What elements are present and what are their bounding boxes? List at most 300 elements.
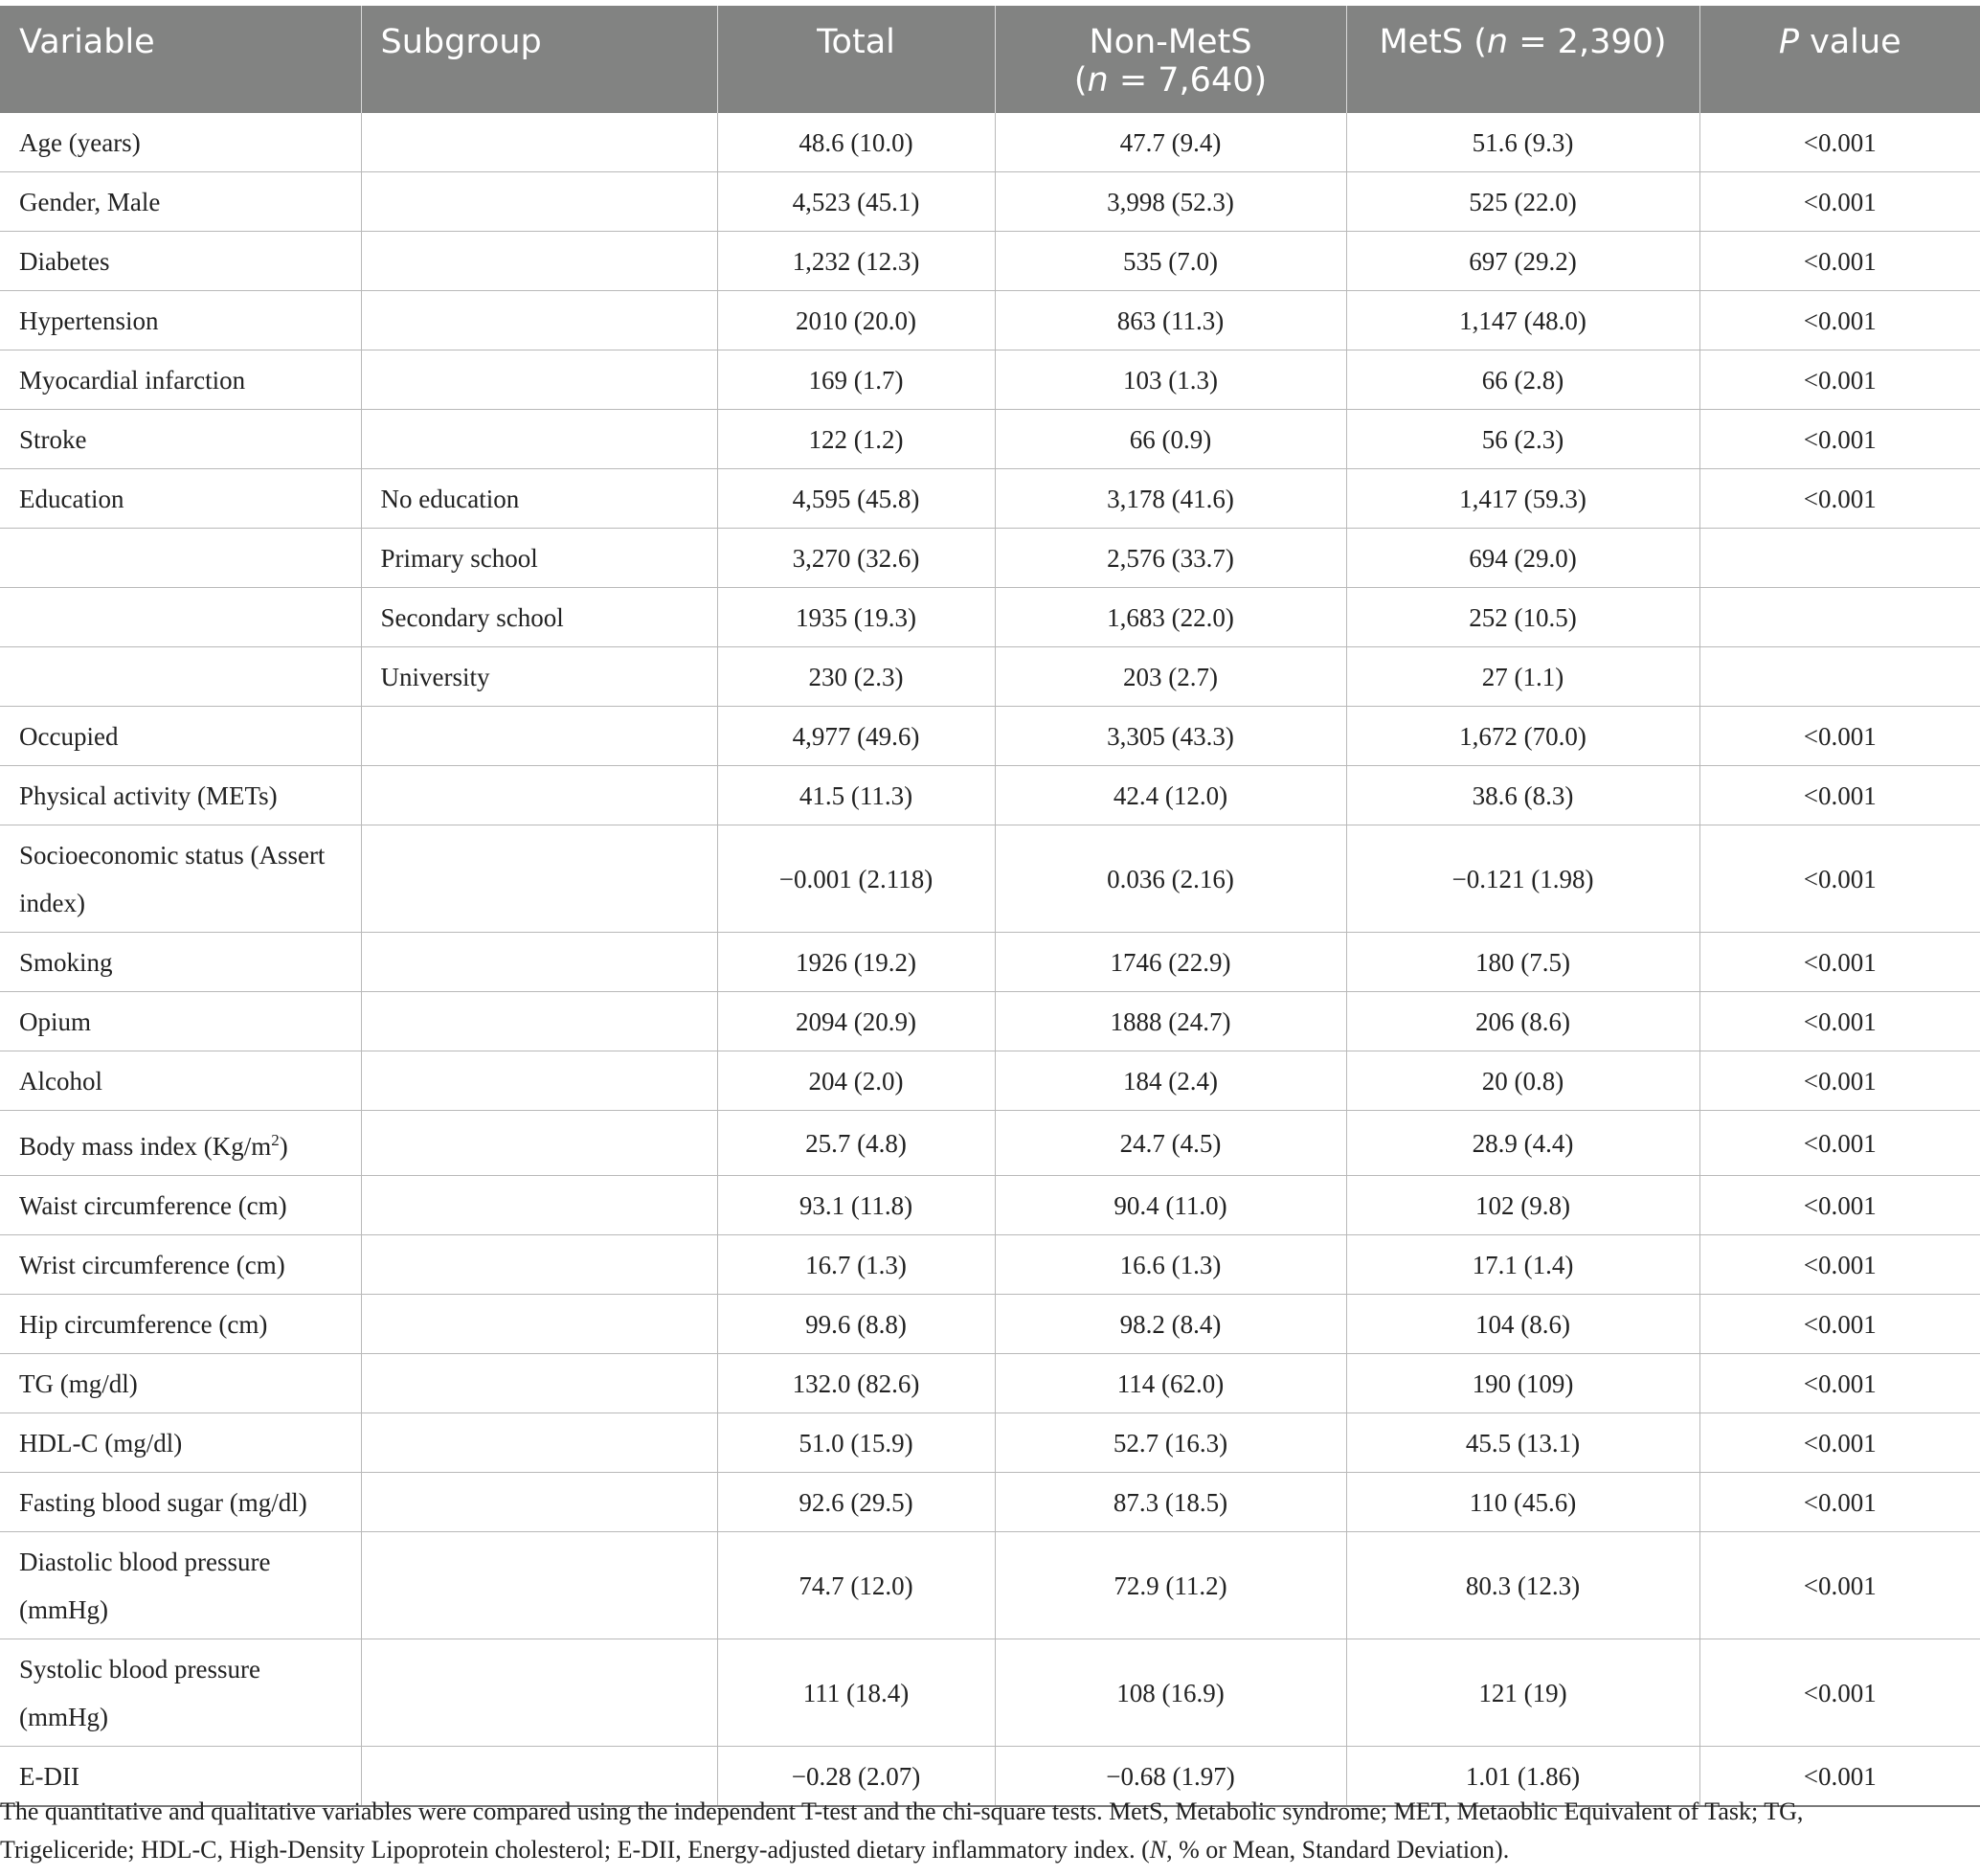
cell-total-text: 169 (1.7) <box>808 366 904 395</box>
cell-nonmets-text: 203 (2.7) <box>1123 663 1218 691</box>
table-row <box>0 647 1980 707</box>
cell-mets-text: 694 (29.0) <box>1469 544 1577 573</box>
cell-nonmets <box>995 707 1346 766</box>
cell-nonmets <box>995 933 1346 992</box>
table-row <box>0 933 1980 992</box>
cell-subgroup <box>361 1532 717 1639</box>
cell-subgroup <box>361 1295 717 1354</box>
cell-mets-text: 56 (2.3) <box>1481 425 1564 454</box>
cell-total <box>717 410 995 469</box>
cell-total <box>717 1413 995 1473</box>
header-mets-n-italic: n <box>1486 23 1509 61</box>
cell-nonmets-text: 42.4 (12.0) <box>1113 781 1228 810</box>
cell-nonmets-text: 2,576 (33.7) <box>1107 544 1234 573</box>
cell-variable <box>0 825 361 933</box>
cell-nonmets <box>995 350 1346 410</box>
table-row <box>0 1051 1980 1111</box>
cell-variable <box>0 232 361 291</box>
cell-nonmets-text: 90.4 (11.0) <box>1114 1191 1227 1220</box>
cell-variable-text: Systolic blood pressure (mmHg) <box>19 1655 260 1731</box>
cell-p-value <box>1699 1176 1980 1235</box>
cell-mets <box>1346 707 1699 766</box>
cell-p-value <box>1699 469 1980 529</box>
cell-nonmets <box>995 1413 1346 1473</box>
cell-p-value <box>1699 1639 1980 1747</box>
cell-nonmets <box>995 1532 1346 1639</box>
cell-total <box>717 291 995 350</box>
cell-mets-text: 51.6 (9.3) <box>1472 128 1574 157</box>
cell-p-value <box>1699 707 1980 766</box>
cell-p-value <box>1699 766 1980 825</box>
cell-p-value <box>1699 350 1980 410</box>
cell-variable-text: Age (years) <box>19 128 141 157</box>
cell-total <box>717 825 995 933</box>
cell-subgroup <box>361 647 717 707</box>
table-header <box>0 6 1980 113</box>
cell-total-text: −0.28 (2.07) <box>791 1762 921 1791</box>
cell-mets-text: 252 (10.5) <box>1469 603 1577 632</box>
cell-variable-text: Wrist circumference (cm) <box>19 1251 285 1279</box>
cell-mets <box>1346 1235 1699 1295</box>
cell-subgroup <box>361 1235 717 1295</box>
cell-subgroup <box>361 1413 717 1473</box>
cell-mets-text: 1,672 (70.0) <box>1459 722 1586 751</box>
table-row <box>0 113 1980 172</box>
footnote-text: The quantitative and qualitative variables were compared using the independent T-test and the chi-square tests. MetS, Metabolic syndrome; MET, Metaoblic Equivalent of Task; TG, Trigeliceride; HDL-C, High-Density Lipoprotein cholesterol; E-DII, Energy-adjusted dietary inflammatory index. ( <box>0 1797 1804 1864</box>
cell-mets <box>1346 1051 1699 1111</box>
header-nonmets-n-value: = 7,640) <box>1108 61 1268 100</box>
cell-mets <box>1346 350 1699 410</box>
table-row <box>0 1639 1980 1747</box>
cell-subgroup-text: Secondary school <box>380 603 564 632</box>
cell-total-text: 230 (2.3) <box>808 663 904 691</box>
cell-mets <box>1346 291 1699 350</box>
cell-total <box>717 1532 995 1639</box>
cell-nonmets <box>995 469 1346 529</box>
cell-total <box>717 707 995 766</box>
cell-subgroup-text: Primary school <box>380 544 538 573</box>
cell-variable <box>0 1111 361 1176</box>
table-row <box>0 291 1980 350</box>
cell-nonmets-text: 66 (0.9) <box>1129 425 1212 454</box>
cell-total-text: 4,977 (49.6) <box>792 722 920 751</box>
cell-mets-text: 1,417 (59.3) <box>1459 485 1586 513</box>
cell-total-text: 2094 (20.9) <box>796 1007 916 1036</box>
cell-variable <box>0 707 361 766</box>
cell-subgroup <box>361 1111 717 1176</box>
cell-variable <box>0 469 361 529</box>
cell-nonmets <box>995 1176 1346 1235</box>
cell-mets-text: 697 (29.2) <box>1469 247 1577 276</box>
cell-p-value-text: <0.001 <box>1803 306 1877 335</box>
cell-p-value-text: <0.001 <box>1803 1762 1877 1791</box>
cell-subgroup <box>361 469 717 529</box>
cell-p-value-text: <0.001 <box>1803 1067 1877 1096</box>
cell-variable <box>0 1473 361 1532</box>
cell-subgroup <box>361 992 717 1051</box>
cell-mets <box>1346 933 1699 992</box>
table-row <box>0 1413 1980 1473</box>
cell-subgroup <box>361 825 717 933</box>
cell-nonmets-text: 72.9 (11.2) <box>1114 1571 1227 1600</box>
cell-total-text: 4,595 (45.8) <box>792 485 920 513</box>
cell-total-text: 16.7 (1.3) <box>805 1251 907 1279</box>
cell-subgroup <box>361 410 717 469</box>
cell-p-value <box>1699 291 1980 350</box>
cell-p-value-text: <0.001 <box>1803 1191 1877 1220</box>
cell-subgroup-text: University <box>380 663 490 691</box>
header-mets <box>1346 6 1699 113</box>
cell-p-value-text: <0.001 <box>1803 1251 1877 1279</box>
header-mets-n-value: = 2,390) <box>1508 23 1667 61</box>
cell-total <box>717 1639 995 1747</box>
cell-p-value <box>1699 1354 1980 1413</box>
cell-nonmets-text: 52.7 (16.3) <box>1113 1429 1228 1458</box>
cell-subgroup <box>361 1639 717 1747</box>
cell-nonmets <box>995 232 1346 291</box>
table-row <box>0 825 1980 933</box>
cell-mets <box>1346 1413 1699 1473</box>
cell-p-value <box>1699 825 1980 933</box>
cell-variable <box>0 1532 361 1639</box>
cell-p-value <box>1699 1235 1980 1295</box>
cell-total-text: 25.7 (4.8) <box>805 1129 907 1158</box>
cell-total-text: 122 (1.2) <box>808 425 904 454</box>
cell-p-value-text: <0.001 <box>1803 1679 1877 1707</box>
cell-mets <box>1346 588 1699 647</box>
cell-subgroup <box>361 707 717 766</box>
cell-mets <box>1346 1176 1699 1235</box>
cell-variable <box>0 1413 361 1473</box>
cell-subgroup <box>361 766 717 825</box>
cell-nonmets <box>995 113 1346 172</box>
cell-total <box>717 1111 995 1176</box>
cell-subgroup <box>361 113 717 172</box>
cell-variable-text: Smoking <box>19 948 113 977</box>
cell-total-text: 132.0 (82.6) <box>792 1369 920 1398</box>
cell-p-value <box>1699 588 1980 647</box>
table-row <box>0 469 1980 529</box>
cell-variable-text: Myocardial infarction <box>19 366 246 395</box>
baseline-characteristics-table <box>0 6 1980 1807</box>
header-nonmets <box>995 6 1346 113</box>
cell-p-value <box>1699 992 1980 1051</box>
cell-variable-text: Hip circumference (cm) <box>19 1310 268 1339</box>
cell-nonmets <box>995 172 1346 232</box>
cell-variable <box>0 113 361 172</box>
header-p-value <box>1699 6 1980 113</box>
table-row <box>0 1473 1980 1532</box>
cell-nonmets <box>995 1051 1346 1111</box>
header-nonmets-label: Non-MetS <box>1089 23 1252 61</box>
table-row <box>0 172 1980 232</box>
cell-total-text: 2010 (20.0) <box>796 306 916 335</box>
cell-subgroup <box>361 1176 717 1235</box>
cell-mets-text: 80.3 (12.3) <box>1465 1571 1581 1600</box>
cell-mets <box>1346 410 1699 469</box>
cell-subgroup <box>361 933 717 992</box>
cell-total-text: 48.6 (10.0) <box>799 128 913 157</box>
cell-nonmets-text: 535 (7.0) <box>1123 247 1218 276</box>
cell-mets-text: 525 (22.0) <box>1469 188 1577 216</box>
cell-mets-text: 102 (9.8) <box>1475 1191 1570 1220</box>
cell-mets <box>1346 1473 1699 1532</box>
cell-variable <box>0 766 361 825</box>
cell-p-value <box>1699 1413 1980 1473</box>
cell-mets-text: 38.6 (8.3) <box>1472 781 1574 810</box>
cell-nonmets-text: −0.68 (1.97) <box>1106 1762 1235 1791</box>
cell-mets-text: −0.121 (1.98) <box>1451 865 1594 893</box>
table-row <box>0 1532 1980 1639</box>
cell-nonmets <box>995 1354 1346 1413</box>
cell-nonmets-text: 114 (62.0) <box>1116 1369 1225 1398</box>
cell-nonmets-text: 1888 (24.7) <box>1110 1007 1231 1036</box>
cell-mets-text: 180 (7.5) <box>1475 948 1570 977</box>
table-row <box>0 1295 1980 1354</box>
cell-variable <box>0 1639 361 1747</box>
cell-nonmets-text: 87.3 (18.5) <box>1113 1488 1228 1517</box>
cell-nonmets <box>995 1111 1346 1176</box>
cell-mets <box>1346 1532 1699 1639</box>
table-row <box>0 410 1980 469</box>
cell-variable <box>0 1235 361 1295</box>
cell-subgroup <box>361 1051 717 1111</box>
cell-nonmets <box>995 1639 1346 1747</box>
cell-variable <box>0 1354 361 1413</box>
cell-mets <box>1346 647 1699 707</box>
cell-mets <box>1346 1295 1699 1354</box>
cell-p-value <box>1699 172 1980 232</box>
cell-p-value-text: <0.001 <box>1803 366 1877 395</box>
cell-mets-text: 110 (45.6) <box>1469 1488 1577 1517</box>
cell-nonmets <box>995 588 1346 647</box>
header-total: Total <box>717 6 995 113</box>
cell-total <box>717 1473 995 1532</box>
cell-p-value-text: <0.001 <box>1803 865 1877 893</box>
table-row <box>0 1235 1980 1295</box>
cell-nonmets-text: 108 (16.9) <box>1116 1679 1225 1707</box>
table-container <box>0 6 1980 1807</box>
cell-nonmets-text: 1746 (22.9) <box>1110 948 1231 977</box>
cell-p-value-text: <0.001 <box>1803 247 1877 276</box>
cell-nonmets <box>995 992 1346 1051</box>
cell-total-text: 204 (2.0) <box>808 1067 904 1096</box>
cell-variable <box>0 172 361 232</box>
cell-p-value-text: <0.001 <box>1803 1310 1877 1339</box>
cell-p-value-text: <0.001 <box>1803 1571 1877 1600</box>
cell-total <box>717 232 995 291</box>
cell-mets-text: 17.1 (1.4) <box>1472 1251 1574 1279</box>
cell-total <box>717 647 995 707</box>
cell-variable-text: Waist circumference (cm) <box>19 1191 287 1220</box>
cell-variable-text: E-DII <box>19 1762 79 1791</box>
cell-nonmets <box>995 647 1346 707</box>
cell-variable <box>0 588 361 647</box>
cell-mets <box>1346 1111 1699 1176</box>
cell-p-value <box>1699 647 1980 707</box>
cell-variable-text: Gender, Male <box>19 188 161 216</box>
cell-p-value-text: <0.001 <box>1803 1488 1877 1517</box>
cell-variable-text: Body mass index (Kg/m <box>19 1132 272 1161</box>
cell-p-value-text: <0.001 <box>1803 425 1877 454</box>
footnote-tail: , % or Mean, Standard Deviation). <box>1166 1836 1510 1864</box>
cell-total-text: 99.6 (8.8) <box>805 1310 907 1339</box>
cell-nonmets-text: 0.036 (2.16) <box>1107 865 1234 893</box>
cell-total <box>717 992 995 1051</box>
cell-total <box>717 172 995 232</box>
cell-mets-text: 121 (19) <box>1478 1679 1567 1707</box>
cell-total-text: 1935 (19.3) <box>796 603 916 632</box>
cell-variable-text: Education <box>19 485 124 513</box>
cell-variable-text: Stroke <box>19 425 87 454</box>
cell-p-value <box>1699 113 1980 172</box>
cell-nonmets-text: 1,683 (22.0) <box>1107 603 1234 632</box>
cell-p-value-text: <0.001 <box>1803 722 1877 751</box>
cell-variable-text: Diastolic blood pressure (mmHg) <box>19 1548 271 1624</box>
cell-p-value-text: <0.001 <box>1803 485 1877 513</box>
cell-p-value-text: <0.001 <box>1803 1129 1877 1158</box>
cell-total <box>717 469 995 529</box>
header-p-italic: P <box>1778 23 1799 61</box>
cell-nonmets-text: 103 (1.3) <box>1123 366 1218 395</box>
cell-mets <box>1346 1354 1699 1413</box>
table-row <box>0 1111 1980 1176</box>
cell-mets <box>1346 1639 1699 1747</box>
cell-subgroup-text: No education <box>380 485 520 513</box>
cell-p-value <box>1699 1295 1980 1354</box>
cell-variable <box>0 992 361 1051</box>
cell-total <box>717 113 995 172</box>
header-variable: Variable <box>0 6 361 113</box>
cell-mets <box>1346 529 1699 588</box>
cell-total <box>717 1051 995 1111</box>
cell-subgroup <box>361 1473 717 1532</box>
cell-nonmets-text: 16.6 (1.3) <box>1119 1251 1222 1279</box>
cell-mets <box>1346 825 1699 933</box>
cell-p-value-text: <0.001 <box>1803 1369 1877 1398</box>
table-row <box>0 707 1980 766</box>
cell-total <box>717 529 995 588</box>
cell-mets <box>1346 469 1699 529</box>
header-mets-label: MetS ( <box>1379 23 1487 61</box>
table-footnote <box>0 1793 1924 1869</box>
cell-p-value <box>1699 410 1980 469</box>
cell-subgroup <box>361 1354 717 1413</box>
cell-variable <box>0 647 361 707</box>
cell-mets-text: 45.5 (13.1) <box>1465 1429 1581 1458</box>
cell-variable <box>0 933 361 992</box>
cell-mets-text: 1,147 (48.0) <box>1459 306 1586 335</box>
cell-total-text: −0.001 (2.118) <box>778 865 934 893</box>
cell-p-value <box>1699 933 1980 992</box>
cell-variable-text: TG (mg/dl) <box>19 1369 138 1398</box>
cell-variable <box>0 410 361 469</box>
cell-total-text: 93.1 (11.8) <box>799 1191 913 1220</box>
cell-variable-text: Occupied <box>19 722 119 751</box>
cell-total <box>717 350 995 410</box>
cell-p-value <box>1699 529 1980 588</box>
cell-total <box>717 1354 995 1413</box>
cell-variable-text: Diabetes <box>19 247 110 276</box>
cell-variable <box>0 1051 361 1111</box>
cell-nonmets-text: 184 (2.4) <box>1123 1067 1218 1096</box>
cell-variable-text: Hypertension <box>19 306 159 335</box>
cell-subgroup <box>361 350 717 410</box>
cell-total <box>717 933 995 992</box>
cell-total-text: 41.5 (11.3) <box>799 781 913 810</box>
cell-p-value-text: <0.001 <box>1803 188 1877 216</box>
cell-variable-text: Socioeconomic status (Assert index) <box>19 841 326 917</box>
cell-mets <box>1346 113 1699 172</box>
cell-p-value-text: <0.001 <box>1803 1007 1877 1036</box>
cell-variable-superscript: 2 <box>271 1131 280 1149</box>
table-row <box>0 766 1980 825</box>
cell-p-value-text: <0.001 <box>1803 128 1877 157</box>
cell-p-value-text: <0.001 <box>1803 948 1877 977</box>
cell-total <box>717 1235 995 1295</box>
cell-mets-text: 1.01 (1.86) <box>1465 1762 1581 1791</box>
cell-mets-text: 66 (2.8) <box>1481 366 1564 395</box>
cell-mets-text: 190 (109) <box>1472 1369 1574 1398</box>
header-nonmets-n-prefix: ( <box>1073 61 1088 100</box>
cell-total-text: 51.0 (15.9) <box>799 1429 913 1458</box>
cell-subgroup <box>361 588 717 647</box>
cell-variable <box>0 1295 361 1354</box>
cell-variable-tail: ) <box>279 1132 288 1161</box>
cell-total <box>717 1295 995 1354</box>
cell-variable <box>0 350 361 410</box>
cell-variable <box>0 529 361 588</box>
cell-nonmets <box>995 825 1346 933</box>
cell-p-value-text: <0.001 <box>1803 1429 1877 1458</box>
footnote-italic: N <box>1149 1836 1167 1864</box>
cell-variable-text: Opium <box>19 1007 92 1036</box>
cell-p-value <box>1699 1532 1980 1639</box>
cell-mets-text: 27 (1.1) <box>1481 663 1564 691</box>
table-row <box>0 1354 1980 1413</box>
cell-nonmets <box>995 766 1346 825</box>
header-p-rest: value <box>1798 23 1901 61</box>
cell-total-text: 3,270 (32.6) <box>792 544 920 573</box>
cell-p-value <box>1699 1111 1980 1176</box>
cell-mets-text: 206 (8.6) <box>1475 1007 1570 1036</box>
cell-nonmets <box>995 529 1346 588</box>
cell-mets-text: 20 (0.8) <box>1481 1067 1564 1096</box>
cell-mets-text: 28.9 (4.4) <box>1472 1129 1574 1158</box>
cell-nonmets-text: 47.7 (9.4) <box>1119 128 1222 157</box>
table-row <box>0 588 1980 647</box>
cell-nonmets-text: 3,998 (52.3) <box>1107 188 1234 216</box>
cell-nonmets-text: 24.7 (4.5) <box>1119 1129 1222 1158</box>
cell-total-text: 1926 (19.2) <box>796 948 916 977</box>
table-row <box>0 350 1980 410</box>
table-row <box>0 529 1980 588</box>
cell-total-text: 92.6 (29.5) <box>799 1488 913 1517</box>
cell-total-text: 111 (18.4) <box>802 1679 910 1707</box>
cell-nonmets-text: 3,178 (41.6) <box>1107 485 1234 513</box>
cell-total-text: 1,232 (12.3) <box>792 247 920 276</box>
cell-variable-text: HDL-C (mg/dl) <box>19 1429 183 1458</box>
header-nonmets-n-italic: n <box>1087 61 1109 100</box>
cell-mets <box>1346 766 1699 825</box>
cell-variable-text: Fasting blood sugar (mg/dl) <box>19 1488 307 1517</box>
cell-p-value <box>1699 1051 1980 1111</box>
header-row <box>0 6 1980 113</box>
cell-p-value-text: <0.001 <box>1803 781 1877 810</box>
table-row <box>0 992 1980 1051</box>
table-body <box>0 113 1980 1806</box>
cell-total-text: 4,523 (45.1) <box>792 188 920 216</box>
